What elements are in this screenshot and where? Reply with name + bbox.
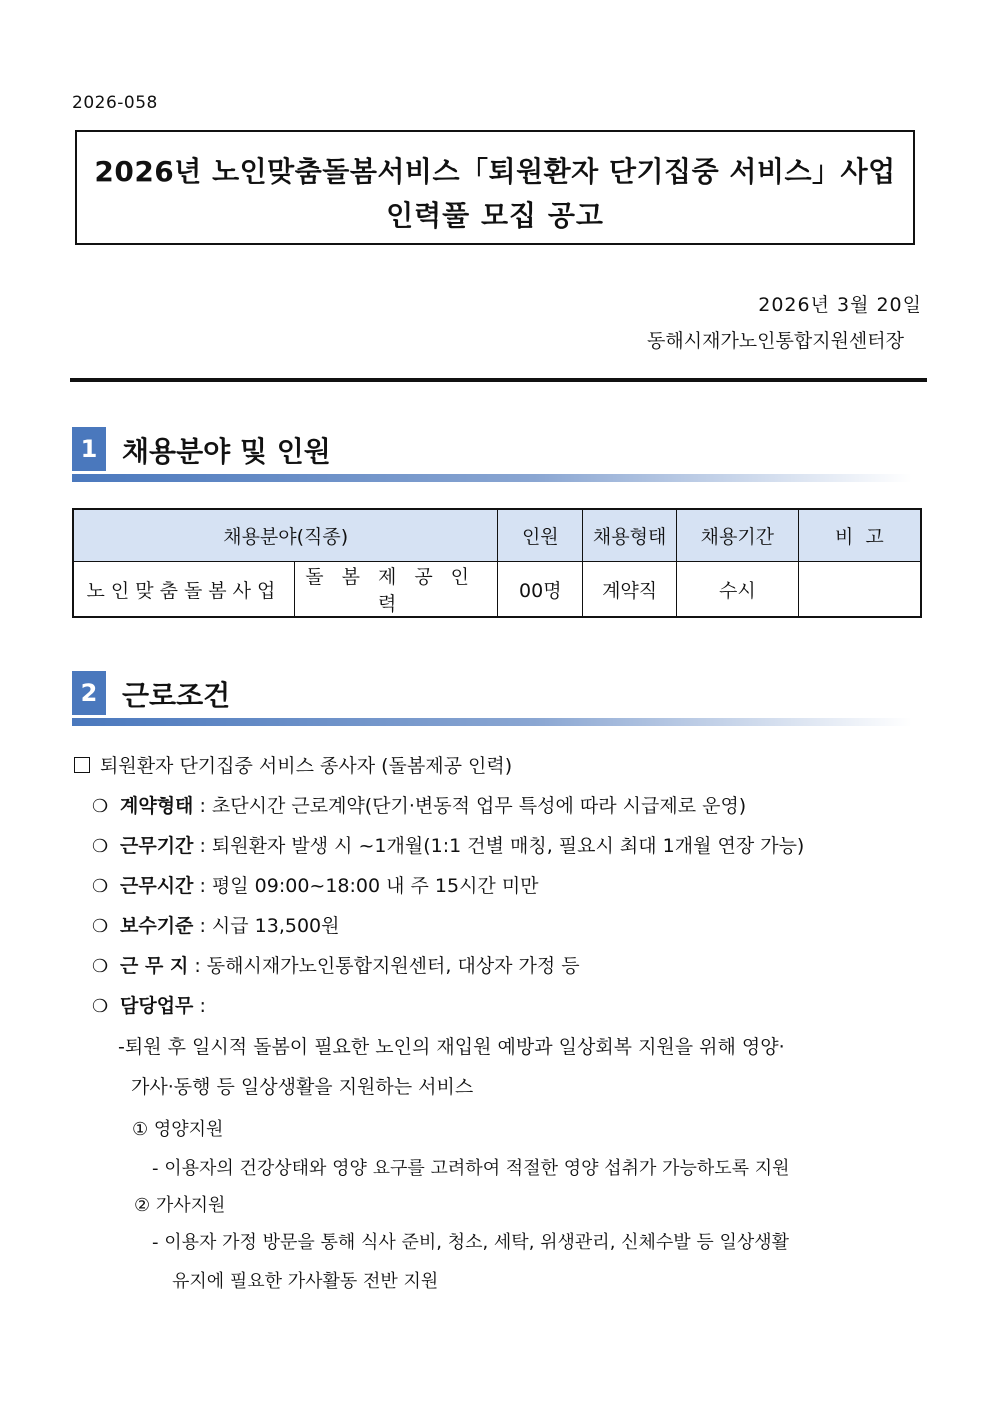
condition-value: : 퇴원환자 발생 시 ~1개월(1:1 건별 매칭, 필요시 최대 1개월 연장 가능) [193,835,805,857]
condition-value: : 평일 09:00~18:00 내 주 15시간 미만 [193,875,539,897]
duty-description: -퇴원 후 일시적 돌봄이 필요한 노인의 재입원 예방과 일상회복 지원을 위해 영양· [118,1036,785,1058]
header-type: 채용형태 [583,509,677,562]
header-count: 인원 [498,509,583,562]
condition-item [92,791,746,818]
header-note: 비 고 [798,509,921,562]
announcement-date: 2026년 3월 20일 [758,294,922,316]
recruitment-table [72,508,922,618]
issuer: 동해시재가노인통합지원센터장 [647,330,904,352]
circle-bullet-icon: ❍ [92,836,109,857]
condition-value: : 동해시재가노인통합지원센터, 대상자 가정 등 [188,955,580,977]
header-period: 채용기간 [676,509,798,562]
square-bullet-icon [74,757,90,773]
title-line-1: 2026년 노인맞춤돌봄서비스「퇴원환자 단기집중 서비스」사업 [94,155,896,188]
cell-field: 노인맞춤돌봄사업 [73,562,294,618]
cell-period: 수시 [676,562,798,618]
cell-job: 돌봄제공인력 [294,562,498,618]
condition-label: 근무기간 [120,835,194,857]
title-line-2: 인력풀 모집 공고 [386,199,604,232]
condition-value: : [193,995,206,1017]
table-header-row [73,509,921,562]
section-1-number: 1 [72,427,106,471]
cell-count: 00명 [498,562,583,618]
condition-label: 근 무 지 [120,955,189,977]
condition-item [92,871,539,898]
section-2-number: 2 [72,671,106,715]
sub-item-description: - 이용자 가정 방문을 통해 식사 준비, 청소, 세탁, 위생관리, 신체수발 등 일상생활 [152,1232,790,1253]
sub-item-description: - 이용자의 건강상태와 영양 요구를 고려하여 적절한 영양 섭취가 가능하도록 지원 [152,1158,790,1179]
section-2-underline [72,718,912,726]
section-1-title: 채용분야 및 인원 [122,435,331,468]
cell-note [798,562,921,618]
circle-bullet-icon: ❍ [92,796,109,817]
cell-type: 계약직 [583,562,677,618]
header-field: 채용분야(직종) [73,509,498,562]
duty-description: 가사·동행 등 일상생활을 지원하는 서비스 [131,1076,474,1098]
condition-label: 담당업무 [120,995,194,1017]
conditions-heading-text: 퇴원환자 단기집중 서비스 종사자 (돌봄제공 인력) [100,755,513,777]
sub-item-title: ① 영양지원 [132,1119,224,1140]
condition-item [92,911,340,938]
divider [70,378,927,382]
title-box [75,130,915,245]
condition-item [92,951,580,978]
document-number: 2026-058 [72,93,158,113]
condition-label: 보수기준 [120,915,194,937]
section-1-underline [72,474,912,482]
condition-value: : 시급 13,500원 [193,915,340,937]
conditions-heading [74,751,512,778]
sub-item-title: ② 가사지원 [134,1195,226,1216]
table-row [73,562,921,618]
circle-bullet-icon: ❍ [92,956,109,977]
circle-bullet-icon: ❍ [92,996,109,1017]
circle-bullet-icon: ❍ [92,916,109,937]
condition-label: 계약형태 [120,795,194,817]
condition-item [92,831,804,858]
section-2-title: 근로조건 [122,679,231,712]
condition-item [92,991,206,1018]
condition-label: 근무시간 [120,875,194,897]
circle-bullet-icon: ❍ [92,876,109,897]
condition-value: : 초단시간 근로계약(단기·변동적 업무 특성에 따라 시급제로 운영) [193,795,747,817]
sub-item-description: 유지에 필요한 가사활동 전반 지원 [172,1271,439,1292]
